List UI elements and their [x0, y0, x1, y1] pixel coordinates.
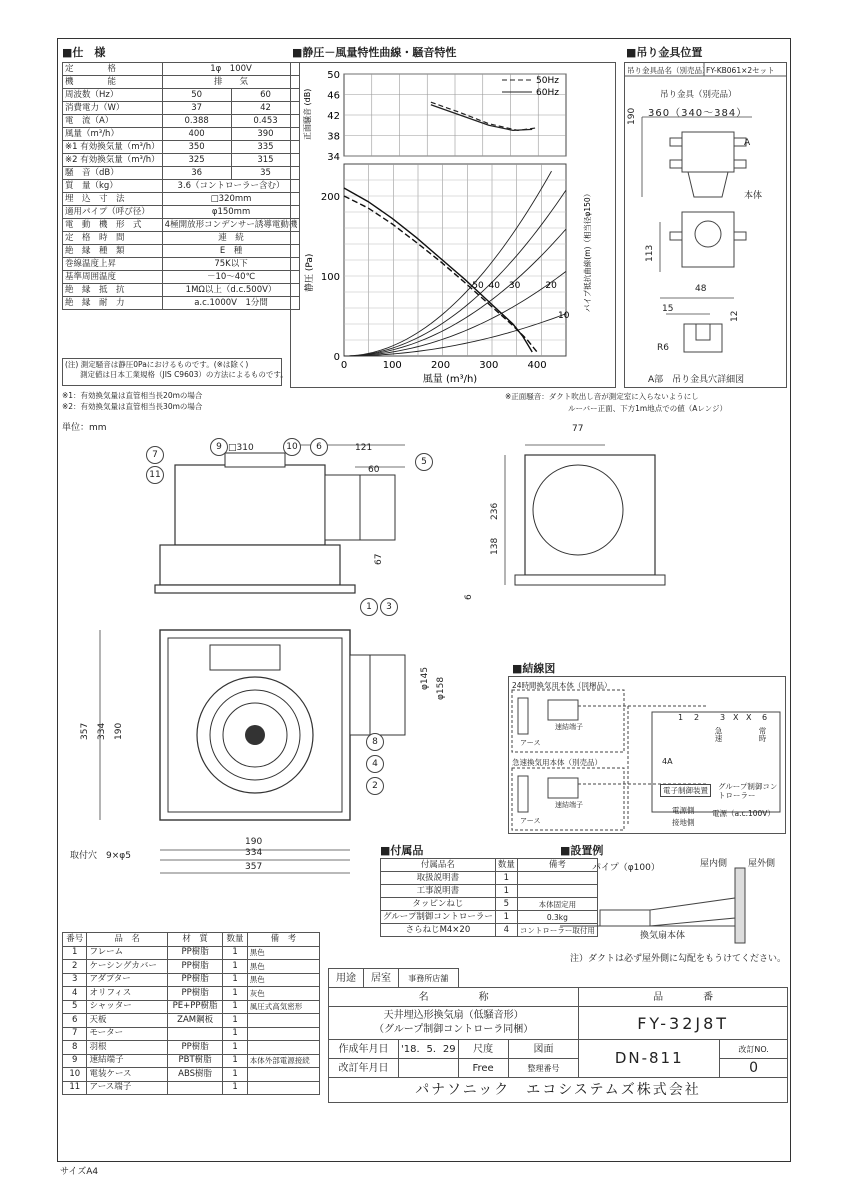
acc-cell: 0.3kg — [517, 911, 597, 924]
parts-cell: PP樹脂 — [167, 946, 222, 960]
wiring-src-label: 電源（a.c.100V） — [712, 809, 775, 818]
wiring-t5: X — [746, 713, 752, 722]
spec-row — [63, 154, 300, 167]
acc-cell: タッピンねじ — [381, 898, 496, 911]
parts-cell — [247, 1081, 319, 1095]
tb-scale: Free — [458, 1059, 508, 1078]
parts-cell: 電装ケース — [87, 1068, 167, 1082]
spec-row — [63, 128, 300, 141]
spec-row — [63, 76, 300, 89]
parts-cell: 羽根 — [87, 1041, 167, 1055]
parts-header: 材 質 — [167, 933, 222, 947]
noise-ytick: 50 — [327, 70, 340, 81]
callout-6: 6 — [310, 438, 328, 456]
parts-header: 番号 — [63, 933, 87, 947]
spec-value: 連 続 — [162, 232, 300, 245]
spec-row — [63, 115, 300, 128]
resistance-curve-30 — [344, 229, 566, 356]
noise-ytick: 42 — [327, 111, 340, 122]
dim-60: 60 — [368, 465, 380, 475]
parts-cell: 3 — [63, 973, 87, 987]
parts-row — [63, 946, 320, 960]
hanger-dim-113: 113 — [645, 244, 655, 262]
hanger-a-label: A — [744, 138, 751, 148]
parts-cell: 1 — [223, 1027, 247, 1041]
product-drawings — [60, 415, 500, 885]
parts-cell: 10 — [63, 1068, 87, 1082]
spec-row — [63, 284, 300, 297]
pressure-chart — [303, 164, 592, 385]
parts-cell — [247, 1014, 319, 1028]
spec-label: 質 量（kg） — [63, 180, 163, 193]
parts-row — [63, 973, 320, 987]
dim-158: φ158 — [436, 676, 446, 700]
parts-cell: アース端子 — [87, 1081, 167, 1095]
wiring-amp: 4A — [662, 757, 673, 766]
parts-row — [63, 1054, 320, 1068]
hanger-header-1: 吊り金具品名（別売品） — [627, 66, 710, 75]
dim-190v: 190 — [114, 722, 124, 740]
wiring-always: 常時 — [758, 727, 767, 742]
spec-row — [63, 258, 300, 271]
legend-label: 60Hz — [536, 88, 559, 98]
acc-cell: さらねじM4×20 — [381, 924, 496, 937]
tb-drawing-header: 図面 — [508, 1040, 579, 1059]
spec-value: □320mm — [162, 193, 300, 206]
parts-cell: 1 — [223, 1000, 247, 1014]
install-note: 注）ダクトは必ず屋外側に勾配をもうけてください。 — [570, 954, 787, 964]
dim-334v: 334 — [97, 722, 107, 740]
parts-row — [63, 1000, 320, 1014]
resistance-curve-20 — [344, 271, 566, 356]
pressure-ylabel: 静圧 (Pa) — [305, 253, 315, 292]
parts-cell: PP樹脂 — [167, 987, 222, 1001]
tb-number: DN-811 — [579, 1040, 720, 1078]
pressure-xtick: 0 — [340, 360, 348, 371]
spec-value-50hz: 325 — [162, 154, 231, 167]
parts-row — [63, 1068, 320, 1082]
spec-row — [63, 271, 300, 284]
mount-holes: 取付穴 9×φ5 — [70, 851, 131, 861]
title-block — [328, 968, 788, 1103]
tb-created-header: 作成年月日 — [329, 1040, 399, 1059]
parts-cell: 7 — [63, 1027, 87, 1041]
wiring-t3: 3 — [720, 713, 726, 722]
chart-title: ■静圧－風量特性曲線・騒音特性 — [292, 46, 457, 59]
spec-title: ■仕 様 — [62, 46, 106, 59]
spec-label: 巻線温度上昇 — [63, 258, 163, 271]
wiring-unit1: 24時間換気用本体（同梱品） — [512, 681, 612, 690]
parts-cell: 1 — [223, 987, 247, 1001]
acc-cell: グループ制御コントローラー — [381, 911, 496, 924]
callout-1: 1 — [360, 598, 378, 616]
spec-label: 絶 縁 抵 抗 — [63, 284, 163, 297]
resistance-label: 40 — [488, 281, 500, 291]
noise-series-60Hz — [431, 105, 532, 131]
spec-value-60hz: 42 — [231, 102, 300, 115]
wiring-terminal-1: 速結端子 — [555, 723, 583, 731]
spec-table — [62, 62, 300, 310]
spec-label: 周波数（Hz） — [63, 89, 163, 102]
parts-cell: ZAM鋼板 — [167, 1014, 222, 1028]
parts-cell — [167, 1027, 222, 1041]
parts-cell — [167, 1081, 222, 1095]
parts-cell: オリフィス — [87, 987, 167, 1001]
parts-row — [63, 987, 320, 1001]
spec-row — [63, 193, 300, 206]
spec-value: 排 気 — [162, 76, 300, 89]
acc-cell: 取扱説明書 — [381, 872, 496, 885]
hanger-caption: A部 吊り金具穴詳細図 — [648, 375, 745, 385]
acc-cell: 本体固定用 — [517, 898, 597, 911]
spec-row — [63, 206, 300, 219]
install-body: 換気扇本体 — [640, 931, 686, 941]
resistance-label: 30 — [508, 281, 521, 291]
parts-cell: 6 — [63, 1014, 87, 1028]
dim-77: 77 — [572, 424, 584, 434]
spec-value-50hz: 0.388 — [162, 115, 231, 128]
hanger-dim-48: 48 — [695, 284, 707, 294]
parts-cell: 1 — [223, 973, 247, 987]
callout-5: 5 — [415, 453, 433, 471]
parts-cell: 速結端子 — [87, 1054, 167, 1068]
callout-11: 11 — [146, 466, 164, 484]
hanger-dim-12: 12 — [730, 310, 740, 322]
parts-cell: PP樹脂 — [167, 960, 222, 974]
wiring-earth-2: アース — [520, 817, 541, 825]
acc-cell: コントローラー取付用 — [517, 924, 597, 937]
spec-note-box — [62, 358, 288, 386]
wiring-t1: 1 — [678, 713, 684, 722]
spec-label: 機 能 — [63, 76, 163, 89]
install-outdoor: 屋外側 — [748, 859, 776, 869]
spec-value: 1φ 100V — [162, 63, 300, 76]
spec-value-50hz: 50 — [162, 89, 231, 102]
parts-cell: 1 — [223, 960, 247, 974]
tb-office: 事務所店舗 — [399, 969, 459, 988]
parts-header: 備 考 — [247, 933, 319, 947]
hanger-body-label: 本体 — [744, 191, 763, 201]
spec-row — [63, 141, 300, 154]
callout-9: 9 — [210, 438, 228, 456]
tb-living: 居室 — [364, 969, 399, 988]
dim-145: φ145 — [420, 666, 430, 690]
dim-236: 236 — [490, 502, 500, 520]
spec-row — [63, 180, 300, 193]
accessories-title: ■付属品 — [380, 844, 424, 857]
parts-row — [63, 1027, 320, 1041]
pressure-xtick: 300 — [479, 360, 499, 371]
hanger-r6: R6 — [657, 343, 669, 353]
tb-model: FY-32J8T — [579, 1007, 788, 1040]
callout-10: 10 — [283, 438, 301, 456]
spec-value-50hz: 400 — [162, 128, 231, 141]
parts-cell: 9 — [63, 1054, 87, 1068]
spec-value: －10～40℃ — [162, 271, 300, 284]
parts-cell: PBT樹脂 — [167, 1054, 222, 1068]
spec-value: a.c.1000V 1分間 — [162, 297, 300, 310]
spec-row — [63, 219, 300, 232]
tb-rev: 0 — [720, 1059, 788, 1078]
spec-label: 定 格 — [63, 63, 163, 76]
parts-cell: 1 — [223, 1041, 247, 1055]
spec-row — [63, 232, 300, 245]
pressure-xlabel: 風量 (m³/h) — [422, 374, 478, 385]
spec-value: 1MΩ以上（d.c.500V） — [162, 284, 300, 297]
acc-cell: 1 — [495, 911, 517, 924]
spec-label: 電 動 機 形 式 — [63, 219, 163, 232]
spec-value-60hz: 315 — [231, 154, 300, 167]
noise-ylabel: 正面騒音 (dB) — [303, 88, 312, 140]
resistance-curve-40 — [344, 190, 566, 356]
pressure-xtick: 400 — [527, 360, 547, 371]
parts-row — [63, 1014, 320, 1028]
dim-334h: 334 — [245, 848, 263, 858]
parts-cell: 本体外部電源接続 — [247, 1054, 319, 1068]
parts-cell: ABS樹脂 — [167, 1068, 222, 1082]
wiring-t2: 2 — [694, 713, 700, 722]
acc-header: 備考 — [517, 859, 597, 872]
spec-label: ※2 有効換気量（m³/h） — [63, 154, 163, 167]
callout-7: 7 — [146, 446, 164, 464]
parts-cell — [247, 1041, 319, 1055]
parts-cell: 1 — [223, 1054, 247, 1068]
install-indoor: 屋内側 — [700, 859, 728, 869]
spec-label: ※1 有効換気量（m³/h） — [63, 141, 163, 154]
tb-rev-header: 改訂NO. — [720, 1040, 788, 1059]
parts-cell: 黒色 — [247, 960, 319, 974]
parts-cell: 8 — [63, 1041, 87, 1055]
pressure-ytick: 0 — [333, 352, 340, 363]
wiring-terminal-2: 速結端子 — [555, 801, 583, 809]
acc-cell: 5 — [495, 898, 517, 911]
acc-header: 付属品名 — [381, 859, 496, 872]
spec-note-2: 測定値は日本工業規格（JIS C9603）の方法によるものです。 — [65, 370, 288, 379]
install-title: ■設置例 — [560, 844, 604, 857]
spec-row — [63, 245, 300, 258]
spec-row — [63, 297, 300, 310]
parts-table — [62, 932, 320, 1095]
spec-value-50hz: 37 — [162, 102, 231, 115]
dim-357h: 357 — [245, 862, 263, 872]
resistance-label: 50 — [472, 281, 484, 291]
wiring-t6: 6 — [762, 713, 768, 722]
parts-row — [63, 1041, 320, 1055]
pressure-xtick: 100 — [382, 360, 402, 371]
spec-value: 4極開放形コンデンサー誘導電動機 — [162, 219, 300, 232]
acc-cell: 1 — [495, 872, 517, 885]
chart-footnote-1: ※正面騒音：ダクト吹出し音が測定室に入らないようにし — [505, 392, 699, 401]
parts-header: 数量 — [223, 933, 247, 947]
hanger-title: ■吊り金具位置 — [626, 46, 703, 59]
parts-cell: 黒色 — [247, 946, 319, 960]
spec-note-3: ※1：有効換気量は直管相当長20mの場合 — [62, 391, 203, 400]
wiring-src-ground: 接地側 — [672, 818, 695, 827]
parts-cell: 黒色 — [247, 973, 319, 987]
wiring-ctrl-device: 電子制御装置 — [660, 784, 711, 797]
spec-value: φ150mm — [162, 206, 300, 219]
pressure-series-50Hz — [344, 196, 537, 352]
tb-name-2: （グループ制御コントローラ同梱） — [374, 1024, 534, 1035]
hanger-header-2: FY-KB061×2セット — [706, 66, 775, 75]
wiring-unit2: 急速換気用本体（別売品） — [512, 758, 602, 767]
dim-121: 121 — [355, 443, 373, 453]
tb-company: パナソニック エコシステムズ株式会社 — [329, 1078, 788, 1103]
tb-name-header: 名 称 — [329, 988, 579, 1007]
spec-row — [63, 63, 300, 76]
tb-scale-header: 尺度 — [458, 1040, 508, 1059]
callout-3: 3 — [380, 598, 398, 616]
hanger-dim-360: 360（340～384） — [648, 108, 748, 119]
dim-310: □310 — [228, 443, 254, 453]
pressure-xtick: 200 — [430, 360, 451, 371]
spec-label: 絶 縁 種 類 — [63, 245, 163, 258]
parts-cell: 4 — [63, 987, 87, 1001]
spec-value-50hz: 36 — [162, 167, 231, 180]
tb-model-header: 品 番 — [579, 988, 788, 1007]
noise-series-50Hz — [431, 102, 537, 130]
spec-row — [63, 102, 300, 115]
parts-cell: PP樹脂 — [167, 1041, 222, 1055]
hanger-bracket-label: 吊り金具（別売品） — [660, 90, 737, 100]
parts-cell: 灰色 — [247, 987, 319, 1001]
spec-label: 騒 音（dB） — [63, 167, 163, 180]
front-view — [470, 435, 700, 615]
tb-number-header: 整理番号 — [508, 1059, 579, 1078]
parts-cell: 11 — [63, 1081, 87, 1095]
spec-value: 75K以下 — [162, 258, 300, 271]
acc-cell: 1 — [495, 885, 517, 898]
pressure-ytick: 200 — [320, 192, 340, 203]
spec-note-4: ※2：有効換気量は直管相当長30mの場合 — [62, 402, 203, 411]
noise-ytick: 46 — [327, 90, 340, 102]
parts-cell: 1 — [63, 946, 87, 960]
spec-label: 消費電力（W） — [63, 102, 163, 115]
parts-cell: フレーム — [87, 946, 167, 960]
callout-2: 2 — [366, 777, 384, 795]
spec-row — [63, 167, 300, 180]
noise-ytick: 34 — [327, 152, 340, 163]
dim-6: 6 — [464, 594, 474, 600]
spec-value-50hz: 350 — [162, 141, 231, 154]
chart-svg — [290, 62, 616, 388]
unit-label: 単位：mm — [62, 423, 107, 433]
parts-cell: PP樹脂 — [167, 973, 222, 987]
paper-size: サイズA4 — [60, 1167, 99, 1177]
spec-label: 絶 縁 耐 力 — [63, 297, 163, 310]
dim-190h: 190 — [245, 837, 263, 847]
legend-label: 50Hz — [536, 76, 559, 86]
resistance-label: 20 — [545, 281, 557, 291]
spec-value-60hz: 0.453 — [231, 115, 300, 128]
parts-cell: アダプター — [87, 973, 167, 987]
parts-cell: 1 — [223, 946, 247, 960]
spec-label: 基準周囲温度 — [63, 271, 163, 284]
spec-value: E 種 — [162, 245, 300, 258]
hanger-dim-190: 190 — [627, 107, 637, 125]
parts-cell: 1 — [223, 1068, 247, 1082]
parts-header: 品 名 — [87, 933, 167, 947]
parts-row — [63, 1081, 320, 1095]
wiring-t4: X — [733, 713, 739, 722]
noise-ytick: 38 — [327, 131, 340, 143]
spec-label: 風量（m³/h） — [63, 128, 163, 141]
dim-357v: 357 — [80, 722, 90, 740]
parts-cell: 1 — [223, 1081, 247, 1095]
parts-cell: モーター — [87, 1027, 167, 1041]
spec-value-60hz: 390 — [231, 128, 300, 141]
acc-cell: 工事説明書 — [381, 885, 496, 898]
noise-chart — [302, 70, 566, 163]
pressure-right-label: パイプ抵抗曲線(m)（相当径φ150） — [583, 189, 592, 312]
chart-footnote-2: ルーバー正面、下方1m地点での値（Aレンジ） — [568, 404, 727, 413]
wiring-earth-1: アース — [520, 739, 541, 747]
parts-cell: 天板 — [87, 1014, 167, 1028]
wiring-rapid: 急速 — [714, 727, 723, 742]
parts-cell: 風圧式高気密形 — [247, 1000, 319, 1014]
spec-label: 定 格 時 間 — [63, 232, 163, 245]
tb-name-1: 天井埋込形換気扇（低騒音形） — [383, 1010, 524, 1021]
tb-use: 用途 — [329, 969, 364, 988]
parts-cell — [247, 1027, 319, 1041]
pressure-ytick: 100 — [320, 272, 340, 283]
tb-revised-header: 改訂年月日 — [329, 1059, 399, 1078]
parts-cell: 5 — [63, 1000, 87, 1014]
wiring-title: ■結線図 — [512, 662, 556, 675]
dim-67: 67 — [374, 553, 384, 565]
spec-label: 適用パイプ（呼び径） — [63, 206, 163, 219]
acc-header: 数量 — [495, 859, 517, 872]
parts-cell: 1 — [223, 1014, 247, 1028]
spec-value-60hz: 335 — [231, 141, 300, 154]
parts-cell: ケーシングカバー — [87, 960, 167, 974]
spec-value-60hz: 60 — [231, 89, 300, 102]
spec-value: 3.6（コントローラー含む） — [162, 180, 300, 193]
acc-cell: 4 — [495, 924, 517, 937]
spec-label: 電 流（A） — [63, 115, 163, 128]
callout-8: 8 — [366, 733, 384, 751]
dim-138: 138 — [490, 537, 500, 555]
parts-cell: 2 — [63, 960, 87, 974]
tb-created: '18．5．29 — [399, 1040, 459, 1059]
spec-row — [63, 89, 300, 102]
spec-value-60hz: 35 — [231, 167, 300, 180]
callout-4: 4 — [366, 755, 384, 773]
spec-note-1: (注) 測定騒音は静圧0Paにおけるものです。(※は除く) — [65, 360, 249, 369]
parts-cell: PE+PP樹脂 — [167, 1000, 222, 1014]
wiring-src-power: 電源側 — [672, 806, 695, 815]
wiring-group-ctrl: グループ制御コントローラー — [718, 782, 778, 800]
parts-cell: シャッター — [87, 1000, 167, 1014]
resistance-label: 10 — [558, 310, 570, 321]
parts-row — [63, 960, 320, 974]
hanger-dim-15: 15 — [662, 304, 674, 314]
install-pipe: パイプ（φ100） — [592, 863, 660, 873]
spec-label: 埋 込 寸 法 — [63, 193, 163, 206]
parts-cell — [247, 1068, 319, 1082]
